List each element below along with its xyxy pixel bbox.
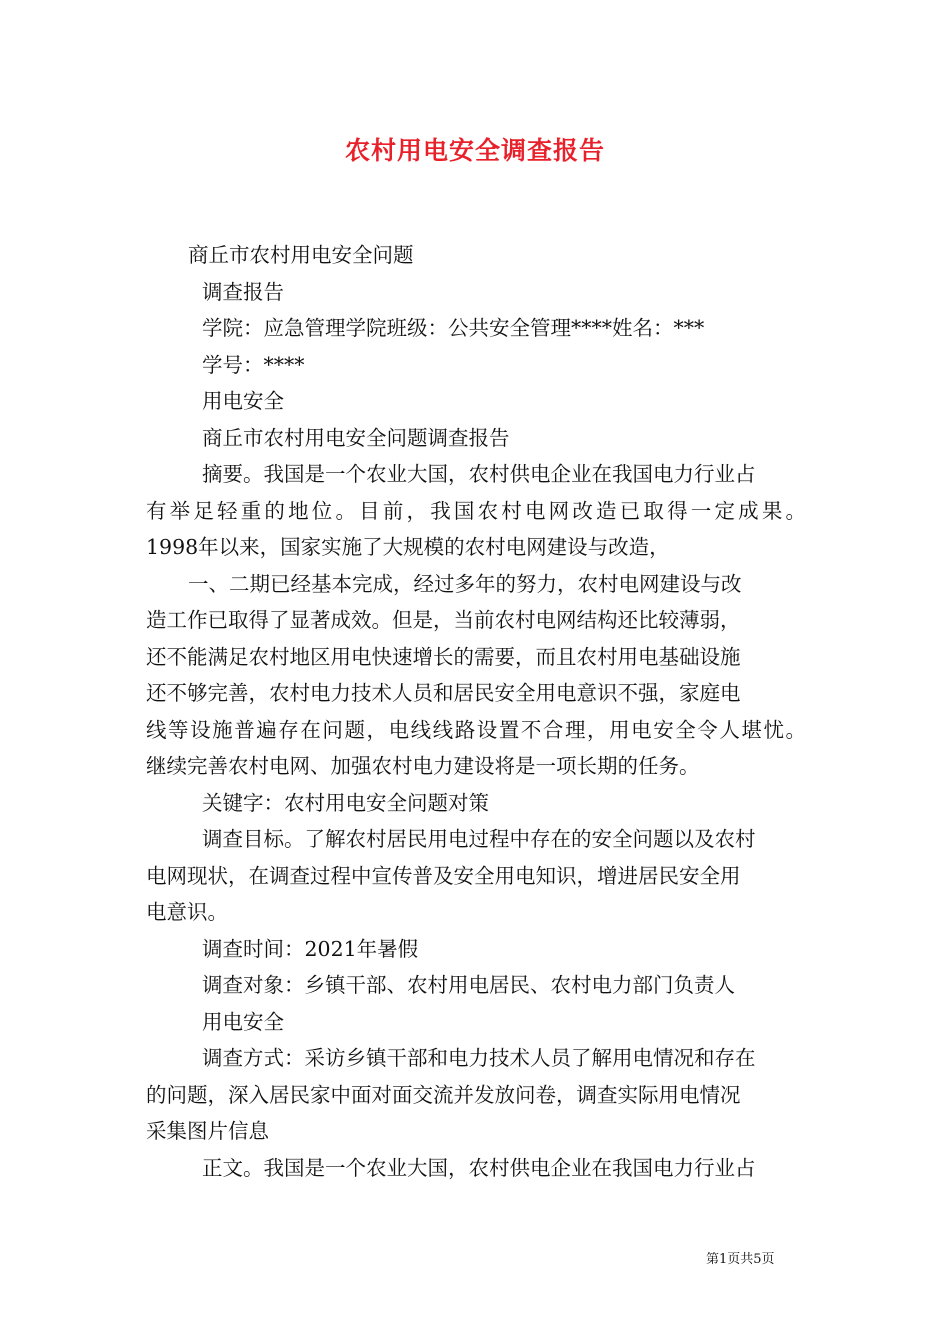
body-line: 调查报告 <box>202 280 284 304</box>
body-line: 用电安全 <box>202 1010 284 1034</box>
body-line: 调查目标。了解农村居民用电过程中存在的安全问题以及农村 <box>202 827 756 851</box>
body-line: 1998年以来，国家实施了大规模的农村电网建设与改造， <box>146 535 670 559</box>
body-line: 继续完善农村电网、加强农村电力建设将是一项长期的任务。 <box>146 754 700 778</box>
body-line: 调查方式：采访乡镇干部和电力技术人员了解用电情况和存在 <box>202 1046 756 1070</box>
body-line: 调查对象：乡镇干部、农村用电居民、农村电力部门负责人 <box>202 973 735 997</box>
body-line: 还不够完善，农村电力技术人员和居民安全用电意识不强，家庭电 <box>146 681 741 705</box>
body-line: 线等设施普遍存在问题，电线线路设置不合理，用电安全令人堪忧。 <box>146 718 806 742</box>
body-line: 电网现状，在调查过程中宣传普及安全用电知识，增进居民安全用 <box>146 864 741 888</box>
body-line: 的问题，深入居民家中面对面交流并发放问卷，调查实际用电情况 <box>146 1083 741 1107</box>
body-line: 造工作已取得了显著成效。但是，当前农村电网结构还比较薄弱， <box>146 608 741 632</box>
body-line: 学号：**** <box>202 353 305 377</box>
body-line: 有举足轻重的地位。目前，我国农村电网改造已取得一定成果。 <box>146 499 806 523</box>
body-line: 用电安全 <box>202 389 284 413</box>
body-line: 学院：应急管理学院班级：公共安全管理****姓名：*** <box>202 316 705 340</box>
body-line: 关键字：农村用电安全问题对策 <box>202 791 489 815</box>
body-line: 商丘市农村用电安全问题 <box>188 243 414 267</box>
body-line: 正文。我国是一个农业大国，农村供电企业在我国电力行业占 <box>202 1156 756 1180</box>
document-title: 农村用电安全调查报告 <box>344 136 605 165</box>
body-line: 采集图片信息 <box>146 1119 269 1143</box>
body-line: 摘要。我国是一个农业大国，农村供电企业在我国电力行业占 <box>202 462 756 486</box>
body-line: 调查时间：2021年暑假 <box>202 937 419 961</box>
body-line: 还不能满足农村地区用电快速增长的需要，而且农村用电基础设施 <box>146 645 741 669</box>
body-line: 商丘市农村用电安全问题调查报告 <box>202 426 510 450</box>
body-line: 一、二期已经基本完成，经过多年的努力，农村电网建设与改 <box>188 572 742 596</box>
body-line: 电意识。 <box>146 900 228 924</box>
page-number: 第1页共5页 <box>706 1252 775 1267</box>
